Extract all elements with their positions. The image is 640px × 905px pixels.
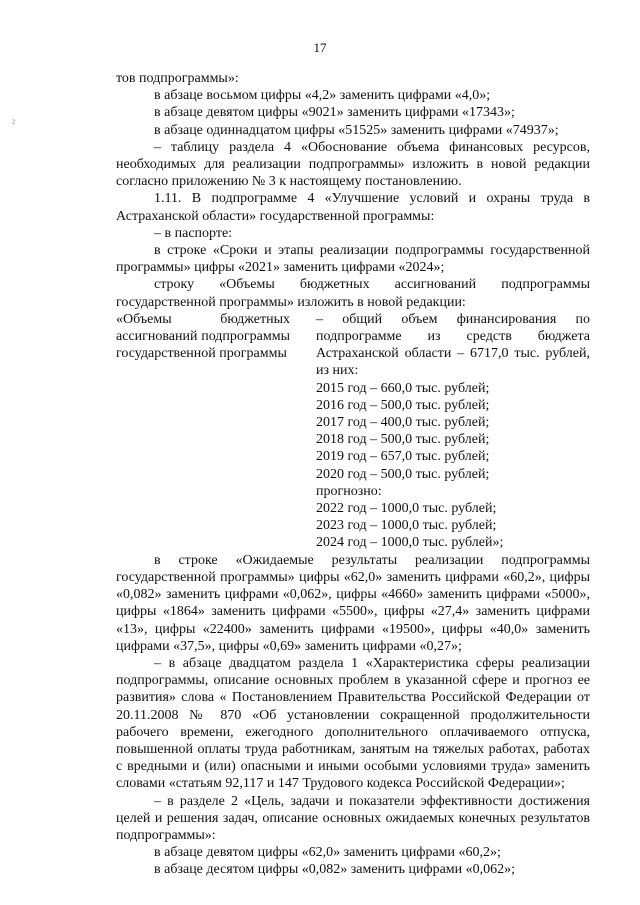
paragraph-12: в абзаце девятом цифры «62,0» заменить цифрами «60,2»; bbox=[154, 845, 501, 861]
budget-table-label: «Объемы бюджетных ассигнований подпрограммы государственной программы bbox=[116, 311, 290, 362]
budget-year-line: 2024 год – 1000,0 тыс. рублей»; bbox=[316, 535, 504, 551]
paragraph-9: в строке «Ожидаемые результаты реализации подпрограммы государственной программы» цифры «62,0» заменить цифрами «60,2», цифры «0,082» заменить цифрами «0,062», цифры «4660» заменить цифрами «5000», цифры «1864» заменить цифрами «5500», цифры «27,4» заменить цифрами «13», цифры «22400» заменить цифрами «19500», цифры «40,0» заменить цифрами «37,5», цифры «0,69» заменить цифрами «0,27»; bbox=[116, 552, 590, 654]
budget-year-line: 2015 год – 660,0 тыс. рублей; bbox=[316, 380, 490, 396]
paragraph-1: в абзаце восьмом цифры «4,2» заменить цифрами «4,0»; bbox=[154, 88, 491, 104]
budget-table-values bbox=[316, 311, 590, 552]
paragraph-11: – в разделе 2 «Цель, задачи и показатели эффективности достижения целей и решения задач, описание основных ожидаемых конечных результатов подпрограммы»: bbox=[116, 793, 590, 843]
paragraph-2: в абзаце девятом цифры «9021» заменить цифрами «17343»; bbox=[154, 105, 515, 121]
scan-mark: ² bbox=[12, 118, 15, 129]
budget-year-line: 2018 год – 500,0 тыс. рублей; bbox=[316, 432, 490, 448]
budget-year-line: 2023 год – 1000,0 тыс. рублей; bbox=[316, 518, 497, 534]
budget-years bbox=[316, 380, 590, 552]
budget-table bbox=[116, 311, 590, 552]
document-body bbox=[116, 70, 590, 879]
budget-year-line: 2016 год – 500,0 тыс. рублей; bbox=[316, 397, 490, 413]
budget-year-line: 2017 год – 400,0 тыс. рублей; bbox=[316, 415, 490, 431]
budget-year-line: 2022 год – 1000,0 тыс. рублей; bbox=[316, 501, 497, 517]
paragraph-10: – в абзаце двадцатом раздела 1 «Характеристика сферы реализации подпрограммы, описание основных проблем в указанной сфере и прогноз ее развития» слова « Постановлением Правительства Российской Федерации от 20.11.2008 № 870 «Об установлении сокращенной продолжительности рабочего времени, ежегодного дополнительного оплачиваемого отпуска, повышенной оплаты труда работникам, занятым на тяжелых работах, работах с вредными и (или) опасными и иными особыми условиями труда» заменить словами «статьям 92,117 и 147 Трудового кодекса Российской Федерации»; bbox=[116, 655, 590, 792]
budget-intro: – общий объем финансирования по подпрограмме из средств бюджета Астраханской области – 6717,0 тыс. рублей, из них: bbox=[316, 311, 590, 379]
paragraph-3: в абзаце одиннадцатом цифры «51525» заменить цифрами «74937»; bbox=[154, 122, 559, 138]
paragraph-4: – таблицу раздела 4 «Обоснование объема финансовых ресурсов, необходимых для реализации подпрограммы» изложить в новой редакции согласно приложению № 3 к настоящему постановлению. bbox=[116, 139, 590, 190]
paragraph-6: – в паспорте: bbox=[154, 225, 233, 241]
page-number: 17 bbox=[313, 40, 327, 55]
paragraph-start: тов подпрограммы»: bbox=[116, 71, 239, 86]
paragraph-8: строку «Объемы бюджетных ассигнований подпрограммы государственной программы» изложить в новой редакции: bbox=[116, 277, 590, 310]
budget-year-line: 2020 год – 500,0 тыс. рублей; bbox=[316, 466, 490, 482]
budget-forecast-label: прогнозно: bbox=[316, 483, 382, 499]
paragraph-7: в строке «Сроки и этапы реализации подпрограммы государственной программы» цифры «2021» заменить цифрами «2024»; bbox=[116, 243, 590, 276]
paragraph-5: 1.11. В подпрограмме 4 «Улучшение условий и охраны труда в Астраханской области» государственной программы: bbox=[116, 191, 590, 224]
paragraph-13: в абзаце десятом цифры «0,082» заменить цифрами «0,062»; bbox=[154, 862, 516, 878]
budget-year-line: 2019 год – 657,0 тыс. рублей; bbox=[316, 449, 490, 465]
